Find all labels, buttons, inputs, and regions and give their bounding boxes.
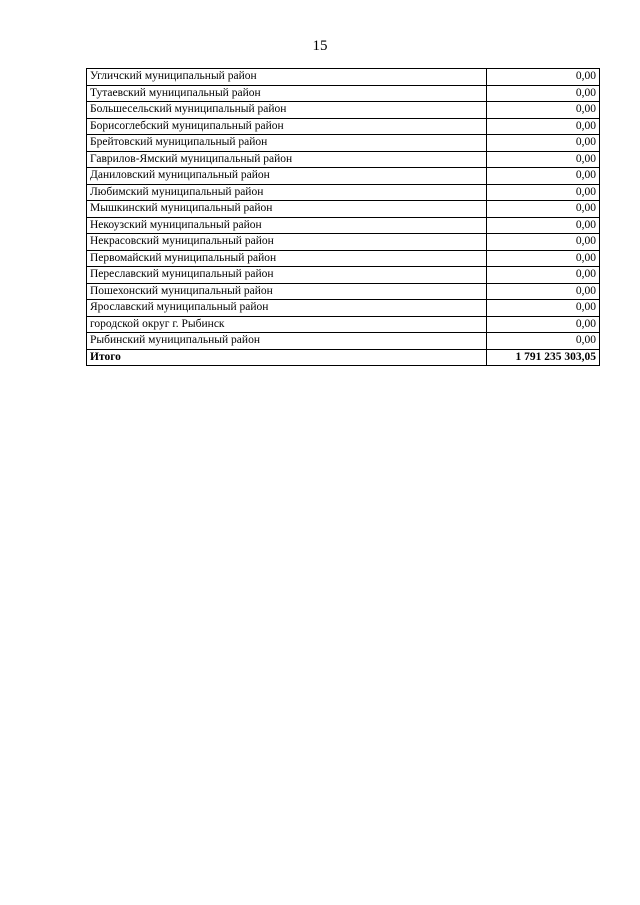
district-name: Ярославский муниципальный район <box>87 300 487 317</box>
district-value: 0,00 <box>487 135 600 152</box>
district-value: 0,00 <box>487 102 600 119</box>
district-value: 0,00 <box>487 118 600 135</box>
district-name: Угличский муниципальный район <box>87 69 487 86</box>
district-value: 0,00 <box>487 283 600 300</box>
table-row <box>87 168 600 185</box>
district-name: Брейтовский муниципальный район <box>87 135 487 152</box>
table-row <box>87 250 600 267</box>
total-row <box>87 349 600 366</box>
district-name: Пошехонский муниципальный район <box>87 283 487 300</box>
district-name: Некоузский муниципальный район <box>87 217 487 234</box>
district-name: Рыбинский муниципальный район <box>87 333 487 350</box>
district-name: Некрасовский муниципальный район <box>87 234 487 251</box>
table-row <box>87 151 600 168</box>
table-row <box>87 283 600 300</box>
district-name: Переславский муниципальный район <box>87 267 487 284</box>
total-label: Итого <box>87 349 487 366</box>
district-name: Мышкинский муниципальный район <box>87 201 487 218</box>
district-name: Тутаевский муниципальный район <box>87 85 487 102</box>
district-name: Большесельский муниципальный район <box>87 102 487 119</box>
table-body <box>87 69 600 366</box>
district-value: 0,00 <box>487 300 600 317</box>
table-row <box>87 201 600 218</box>
district-value: 0,00 <box>487 168 600 185</box>
allocation-table <box>86 68 600 366</box>
district-name: Любимский муниципальный район <box>87 184 487 201</box>
district-value: 0,00 <box>487 250 600 267</box>
table-row <box>87 300 600 317</box>
page-number: 15 <box>312 38 328 54</box>
district-name: Борисоглебский муниципальный район <box>87 118 487 135</box>
table-row <box>87 217 600 234</box>
district-value: 0,00 <box>487 184 600 201</box>
table-row <box>87 316 600 333</box>
district-value: 0,00 <box>487 85 600 102</box>
table-row <box>87 135 600 152</box>
table-row <box>87 234 600 251</box>
district-value: 0,00 <box>487 333 600 350</box>
district-value: 0,00 <box>487 316 600 333</box>
table-row <box>87 102 600 119</box>
table-row <box>87 69 600 86</box>
district-name: Гаврилов-Ямский муниципальный район <box>87 151 487 168</box>
district-value: 0,00 <box>487 234 600 251</box>
table-row <box>87 85 600 102</box>
district-value: 0,00 <box>487 69 600 86</box>
district-value: 0,00 <box>487 217 600 234</box>
table-row <box>87 184 600 201</box>
district-name: Даниловский муниципальный район <box>87 168 487 185</box>
district-value: 0,00 <box>487 201 600 218</box>
district-name: городской округ г. Рыбинск <box>87 316 487 333</box>
district-value: 0,00 <box>487 267 600 284</box>
total-value: 1 791 235 303,05 <box>487 349 600 366</box>
district-name: Первомайский муниципальный район <box>87 250 487 267</box>
table-row <box>87 267 600 284</box>
district-value: 0,00 <box>487 151 600 168</box>
table-row <box>87 118 600 135</box>
table-row <box>87 333 600 350</box>
